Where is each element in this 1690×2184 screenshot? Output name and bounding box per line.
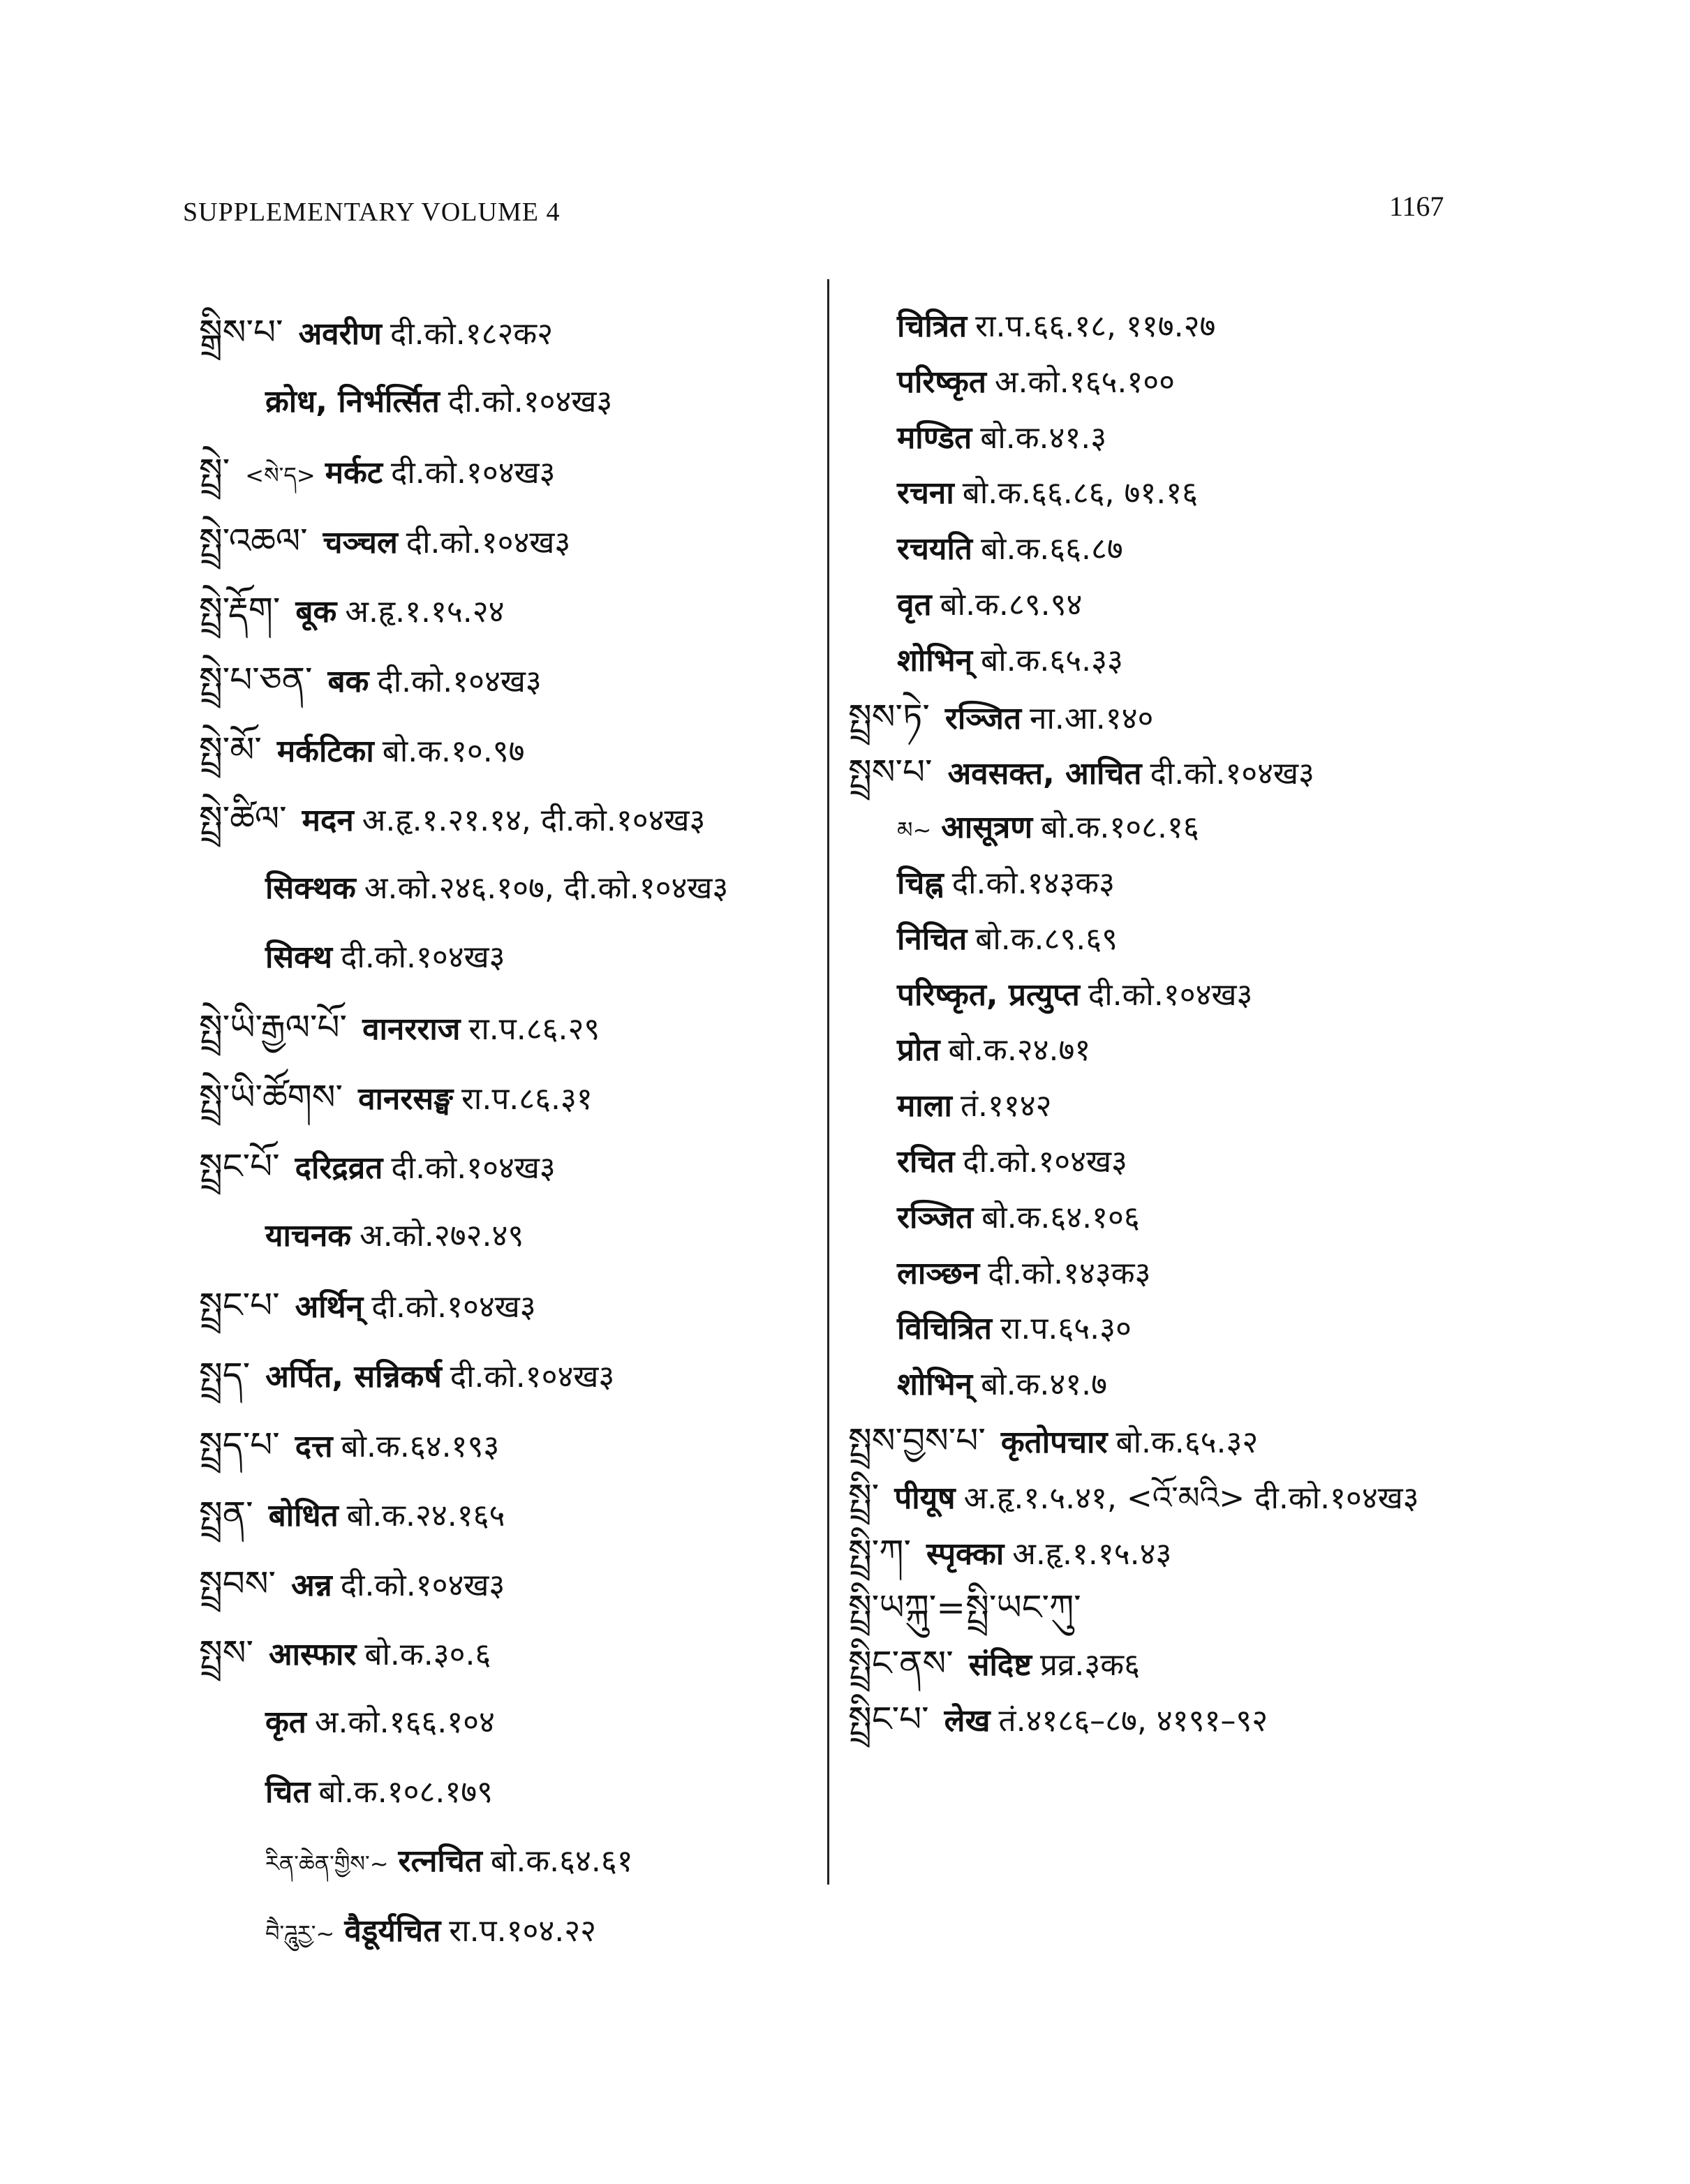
source-reference: रा.प.६६.१८, ११७.२७ <box>975 309 1216 344</box>
tibetan-headword: སྤྲེ་ཚིལ་ <box>199 798 287 840</box>
source-reference: ना.आ.१४० <box>1030 700 1154 736</box>
sanskrit-term: रचयति <box>897 531 972 567</box>
source-reference: दी.को.१४३क३ <box>988 1255 1151 1291</box>
entry-subsense-row <box>897 419 1106 461</box>
entry-headword-row <box>199 730 525 772</box>
entry-subsense-row <box>897 1309 1132 1351</box>
entry-subsense-row <box>897 1031 1090 1073</box>
sanskrit-term: लाञ्छन <box>897 1255 980 1291</box>
tibetan-marker: <སེ་ད> <box>245 462 316 489</box>
tibetan-headword: སྤྲད་པ་ <box>199 1424 280 1465</box>
source-reference: तं.११४२ <box>960 1088 1052 1124</box>
source-reference: दी.को.१८२क२ <box>390 316 554 352</box>
sanskrit-term: मदन <box>302 803 354 839</box>
entry-subsense-row <box>897 1143 1127 1184</box>
entry-headword-row <box>199 1355 614 1397</box>
source-reference: बो.क.१०८.१७९ <box>318 1774 493 1810</box>
tibetan-headword: སྤྲས་ <box>199 1633 253 1674</box>
column-divider <box>827 279 829 1885</box>
source-reference: रा.प.१०४.२२ <box>449 1912 597 1949</box>
source-reference: तं.४१८६–८७, ४१९१–९२ <box>998 1703 1268 1739</box>
source-reference: दी.को.१०४ख३ <box>1088 976 1253 1013</box>
entry-subsense-row <box>897 363 1175 405</box>
sanskrit-term: वानरसङ्घ <box>358 1080 453 1117</box>
entry-subsense-row <box>897 920 1118 962</box>
sanskrit-term: स्पृक्का <box>926 1536 1005 1572</box>
source-reference: बो.क.८९.६९ <box>975 921 1118 957</box>
entry-subsense-row <box>897 864 1115 906</box>
sanskrit-term: मर्कट <box>325 455 383 491</box>
sanskrit-term: वानरराज <box>362 1011 461 1047</box>
sanskrit-term: मण्डित <box>897 419 972 456</box>
entry-subsense-row <box>265 382 612 424</box>
source-reference: बो.क.६४.१०६ <box>981 1199 1140 1235</box>
source-reference: दी.को.१०४ख३ <box>1150 756 1314 792</box>
page-number: 1167 <box>1389 191 1444 222</box>
sanskrit-term: पीयूष <box>894 1480 956 1516</box>
sanskrit-term: संदिष्ट <box>968 1647 1032 1684</box>
tibetan-headword: སྤྲི་ཀ་ <box>848 1531 911 1573</box>
source-reference: बो.क.६५.३२ <box>1115 1425 1259 1460</box>
sanskrit-term: चित्रित <box>897 309 968 344</box>
sanskrit-term: सिक्थ <box>265 939 333 976</box>
sanskrit-term: लेख <box>944 1703 991 1739</box>
entry-headword-row <box>848 1700 1268 1741</box>
sanskrit-term: आस्फार <box>269 1637 357 1673</box>
sanskrit-term: वृत <box>897 587 932 623</box>
tibetan-headword: སྤྲེ་འཆལ་ <box>199 520 308 561</box>
entry-subsense-row <box>897 307 1215 349</box>
sanskrit-term: अर्थिन् <box>295 1289 364 1325</box>
source-reference: प्रव्र.३क६ <box>1039 1647 1140 1684</box>
entry-headword-row <box>199 1494 505 1536</box>
sanskrit-term: शोभिन् <box>897 642 973 678</box>
sanskrit-term: कृत <box>265 1704 306 1740</box>
entry-headword-row <box>199 799 705 841</box>
source-reference: रा.प.८६.२९ <box>468 1011 600 1047</box>
entry-headword-row <box>848 1644 1140 1686</box>
entry-subsense-row <box>897 530 1123 572</box>
source-reference: बो.क.४१.७ <box>981 1367 1107 1403</box>
source-reference: दी.को.१४३क३ <box>951 866 1115 901</box>
running-header: SUPPLEMENTARY VOLUME 4 <box>183 198 561 227</box>
source-reference: दी.को.१०४ख३ <box>447 383 613 419</box>
sanskrit-term: क्रोध, निर्भर्त्सित <box>265 383 440 419</box>
source-reference: दी.को.१०४ख३ <box>340 1567 505 1603</box>
sanskrit-term: परिष्कृत, प्रत्युप्त <box>897 976 1080 1013</box>
entry-headword-row <box>199 1633 491 1675</box>
source-reference: बो.क.१०८.१६ <box>1041 810 1199 846</box>
entry-subsense-row <box>265 1217 524 1258</box>
sanskrit-term: बोधित <box>268 1498 339 1534</box>
source-reference: अ.को.२७२.४९ <box>360 1217 524 1254</box>
tibetan-headword: སྤྲེ་པ་ཅན་ <box>199 660 313 700</box>
sanskrit-term: वैडूर्यचित <box>344 1912 441 1949</box>
sanskrit-term: सिक्थक <box>265 870 356 906</box>
tibetan-headword: སྤྲེ་རྡོག་ <box>199 590 281 631</box>
sanskrit-term: अवरीण <box>298 316 382 352</box>
entry-subsense-row <box>265 938 505 980</box>
entry-headword-row <box>848 1477 1419 1519</box>
tibetan-headword: སྤྲས་ཏེ་ <box>848 696 930 737</box>
source-reference: अ.को.१६६.१०४ <box>314 1704 495 1740</box>
sanskrit-term: बूक <box>295 594 337 630</box>
source-reference: अ.हृ.१.२१.१४, दी.को.१०४ख३ <box>362 803 706 839</box>
source-reference: रा.प.८६.३१ <box>461 1080 593 1117</box>
source-reference: बो.क.४१.३ <box>980 419 1107 456</box>
entry-headword-row <box>199 521 570 563</box>
source-reference: बो.क.८९.९४ <box>940 587 1083 623</box>
sanskrit-term: रचित <box>897 1144 955 1180</box>
tibetan-headword: སྤྲས་པ་ <box>848 752 933 793</box>
tibetan-marker: རིན་ཆེན་གྱིས་~ <box>265 1850 389 1878</box>
source-reference: दी.को.१०४ख३ <box>963 1144 1127 1180</box>
entry-subsense-row <box>897 1254 1150 1296</box>
sanskrit-term: दरिद्रव्रत <box>295 1150 383 1187</box>
sanskrit-term: विचित्रित <box>897 1311 992 1347</box>
source-reference: बो.क.६४.६१ <box>490 1843 633 1880</box>
entry-subsense-row <box>265 1912 596 1954</box>
entry-subsense-row <box>265 1703 495 1745</box>
entry-headword-row <box>199 1286 536 1328</box>
tibetan-headword: སྤྲང་པོ་ <box>199 1146 280 1187</box>
source-reference: अ.को.२४६.१०७, दी.को.१०४ख३ <box>364 870 729 906</box>
tibetan-headword: སྒྲིས་པ་ <box>199 312 283 352</box>
sanskrit-term: अवसक्त, आचित <box>947 756 1142 792</box>
source-reference: बो.क.६६.८७ <box>980 531 1123 567</box>
entry-headword-row <box>199 1008 600 1050</box>
source-reference: दी.को.१०४ख३ <box>391 455 556 491</box>
sanskrit-term: माला <box>897 1088 952 1124</box>
tibetan-headword: སྤྲང་པ་ <box>199 1285 280 1326</box>
entry-headword-row <box>199 1425 499 1467</box>
sanskrit-term: आसूत्रण <box>941 810 1033 846</box>
entry-headword-row <box>199 590 505 632</box>
sanskrit-term: परिष्कृत <box>897 364 986 400</box>
tibetan-headword: སྤྲད་ <box>199 1355 251 1395</box>
source-reference: बो.क.६६.८६, ७१.१६ <box>962 475 1199 512</box>
sanskrit-term: कृतोपचार <box>1000 1425 1108 1460</box>
tibetan-headword: སྤྲེ་ཡི་རྒྱལ་པོ་ <box>199 1007 348 1048</box>
source-reference: बो.क.१०.९७ <box>382 733 525 769</box>
entry-headword-row <box>199 452 555 493</box>
source-reference: अ.हृ.१.५.४१, <འོ་མའི> दी.को.१०४ख३ <box>963 1480 1419 1516</box>
sanskrit-term: बक <box>327 664 369 699</box>
source-reference: बो.क.६४.१९३ <box>341 1428 500 1464</box>
sanskrit-term: रञ्जित <box>944 700 1022 736</box>
sanskrit-term: चित <box>265 1774 311 1810</box>
tibetan-headword: སྤྲབས་ <box>199 1563 276 1604</box>
tibetan-headword: སྤྲེ་ཡི་ཚོགས་ <box>199 1076 343 1117</box>
sanskrit-term: दत्त <box>295 1428 333 1464</box>
source-reference: दी.को.१०४ख३ <box>341 939 505 976</box>
tibetan-headword: སྤྲིང་པ་ <box>848 1699 929 1739</box>
entry-headword-row <box>199 1147 556 1189</box>
entry-subsense-row <box>265 869 728 911</box>
sanskrit-term: अर्पित, सन्निकर्ष <box>265 1359 442 1395</box>
source-reference: अ.हृ.१.१५.४३ <box>1012 1536 1172 1572</box>
source-reference: दी.को.१०४ख३ <box>406 524 571 560</box>
sanskrit-term: चिह्न <box>897 866 944 901</box>
sanskrit-term: मर्कटिका <box>276 733 374 769</box>
sanskrit-term: रञ्जित <box>897 1199 974 1235</box>
tibetan-headword: སྤྲས་བྱས་པ་ <box>848 1420 986 1461</box>
entry-subsense-row <box>897 1087 1052 1129</box>
entry-headword-row <box>848 1421 1258 1463</box>
tibetan-marker: བཻ་ཌཱུརྱ་~ <box>265 1919 335 1947</box>
source-reference: दी.को.१०४ख३ <box>371 1289 536 1325</box>
source-reference: बो.क.२४.१६५ <box>346 1498 505 1534</box>
entry-subsense-row <box>897 976 1252 1018</box>
source-reference: बो.क.६५.३३ <box>981 642 1123 678</box>
tibetan-headword: སྤྲི་ <box>848 1476 880 1517</box>
source-reference: दी.को.१०४ख३ <box>450 1359 615 1395</box>
sanskrit-term: अन्न <box>291 1567 332 1603</box>
sanskrit-term: शोभिन् <box>897 1367 973 1403</box>
entry-subsense-row <box>265 1842 633 1884</box>
entry-headword-row <box>848 1588 1097 1630</box>
sanskrit-term: रत्नचित <box>398 1843 482 1880</box>
tibetan-headword: སྤྲན་ <box>199 1494 253 1535</box>
entry-headword-row <box>199 1564 505 1606</box>
entry-subsense-row <box>897 641 1123 683</box>
entry-subsense-row <box>897 808 1199 850</box>
source-reference: रा.प.६५.३० <box>1000 1311 1132 1347</box>
tibetan-headword: སྤྲེ་མོ་ <box>199 729 262 770</box>
tibetan-marker: མ~ <box>897 817 932 844</box>
tibetan-headword: སྤྲིང་ནས་ <box>848 1643 954 1684</box>
entry-headword-row <box>199 1078 593 1120</box>
source-reference: दी.को.१०४ख३ <box>391 1150 556 1187</box>
source-reference: बो.क.३०.६ <box>364 1637 491 1673</box>
entry-subsense-row <box>897 474 1198 516</box>
sanskrit-term: याचनक <box>265 1217 352 1254</box>
source-reference: अ.को.१६५.१०० <box>994 364 1175 400</box>
entry-headword-row <box>199 660 542 702</box>
sanskrit-term: रचना <box>897 475 954 512</box>
sanskrit-term: चञ्चल <box>323 524 398 560</box>
tibetan-headword: སྤྲེ་ <box>199 451 230 492</box>
entry-subsense-row <box>897 1198 1140 1240</box>
entry-headword-row <box>848 697 1153 739</box>
sanskrit-term: प्रोत <box>897 1032 940 1069</box>
entry-headword-row <box>848 752 1314 794</box>
entry-headword-row <box>848 1533 1171 1575</box>
entry-headword-row <box>199 313 553 355</box>
entry-subsense-row <box>897 586 1082 627</box>
entry-subsense-row <box>897 1365 1107 1407</box>
tibetan-headword: སྤྲི་ཡཀྐུ་=སྤྲི་ཡང་ཀུ་ <box>848 1587 1081 1628</box>
sanskrit-term: निचित <box>897 921 968 957</box>
source-reference: दी.को.१०४ख३ <box>377 664 542 699</box>
source-reference: अ.हृ.१.१५.२४ <box>345 594 505 630</box>
source-reference: बो.क.२४.७१ <box>948 1032 1091 1069</box>
entry-subsense-row <box>265 1773 493 1815</box>
